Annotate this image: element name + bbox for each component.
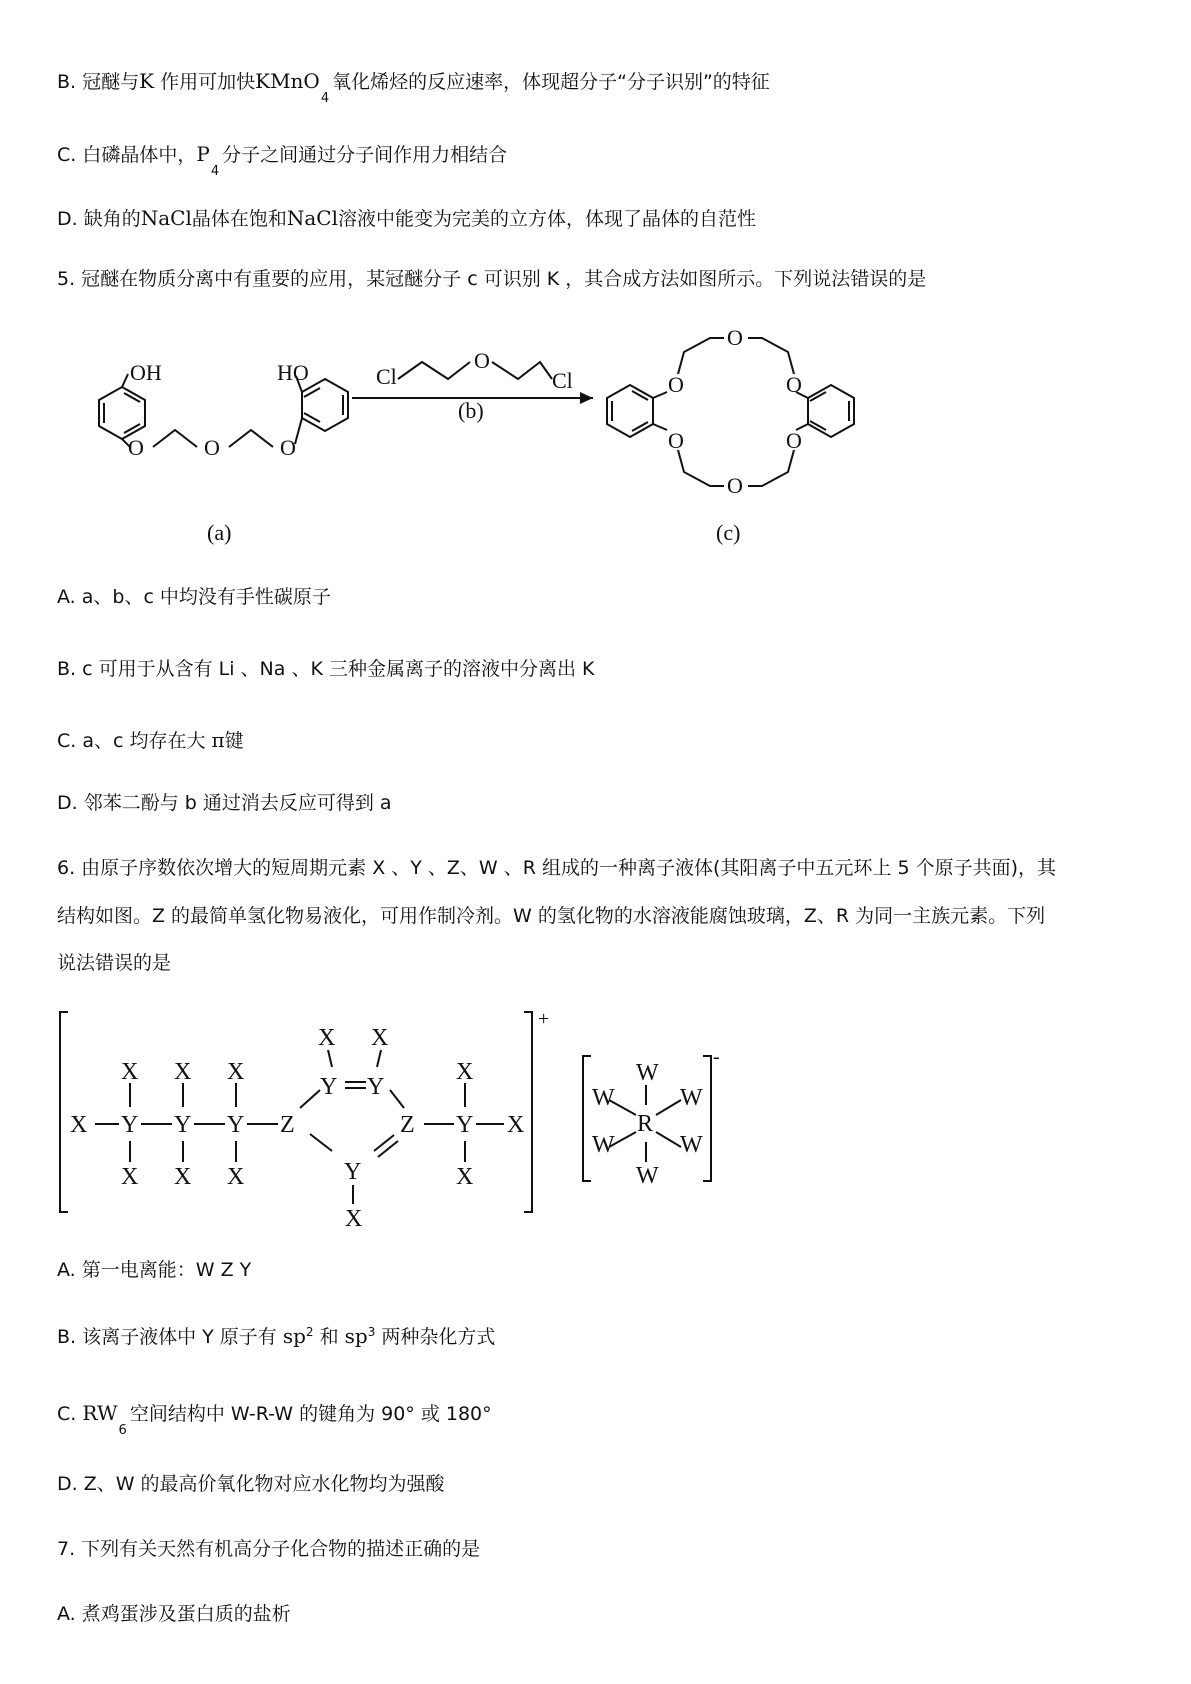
pi-symbol: π <box>211 728 225 752</box>
svg-text:X: X <box>70 1112 88 1138</box>
option-5a: A. a、b、c 中均没有手性碳原子 <box>57 586 331 608</box>
o-label: O <box>280 435 296 460</box>
o-label: O <box>786 372 802 397</box>
svg-text:X: X <box>456 1164 474 1190</box>
svg-text:X: X <box>318 1025 336 1051</box>
option-6d: D. Z、W 的最高价氧化物对应水化物均为强酸 <box>57 1473 445 1495</box>
cation-charge: + <box>538 1008 550 1030</box>
cl-label: Cl <box>376 364 397 389</box>
svg-text:Y: Y <box>174 1112 192 1138</box>
label-c: (c) <box>716 520 741 545</box>
kmno4: KMnO <box>255 69 320 93</box>
option-6a: A. 第一电离能：W Z Y <box>57 1259 252 1281</box>
option-7a: A. 煮鸡蛋涉及蛋白质的盐析 <box>57 1603 291 1625</box>
o-label: O <box>204 435 220 460</box>
svg-text:W: W <box>636 1163 659 1189</box>
option-4b: B. 冠醚与K 作用可加快KMnO$_4$氧化烯烃的反应速率，体现超分子“分子识别”的特征 <box>57 69 770 106</box>
svg-text:Y: Y <box>121 1112 139 1138</box>
svg-text:W: W <box>680 1085 703 1111</box>
question-7-stem: 7. 下列有关天然有机高分子化合物的描述正确的是 <box>57 1538 481 1560</box>
svg-text:Y: Y <box>367 1074 385 1100</box>
o-label: O <box>128 435 144 460</box>
o-label: O <box>727 325 743 350</box>
svg-text:Y: Y <box>227 1112 245 1138</box>
svg-text:W: W <box>636 1060 659 1086</box>
anion-charge: - <box>713 1046 720 1068</box>
svg-text:X: X <box>121 1059 139 1085</box>
p4-formula: P <box>196 142 210 166</box>
svg-text:X: X <box>227 1059 245 1085</box>
svg-text:Y: Y <box>344 1159 362 1185</box>
question-6-stem-line1: 6. 由原子序数依次增大的短周期元素 X 、Y 、Z、W 、R 组成的一种离子液体(其阳离子中五元环上 5 个原子共面)，其 <box>57 857 1056 879</box>
svg-text:X: X <box>227 1164 245 1190</box>
label-b: (b) <box>458 398 484 423</box>
o-label: O <box>786 428 802 453</box>
svg-text:X: X <box>507 1112 525 1138</box>
svg-text:X: X <box>121 1164 139 1190</box>
svg-text:Y: Y <box>456 1112 474 1138</box>
o-label: O <box>668 428 684 453</box>
question-5-stem: 5. 冠醚在物质分离中有重要的应用，某冠醚分子 c 可识别 K ，其合成方法如图所示。下列说法错误的是 <box>57 268 927 290</box>
option-4c: C. 白磷晶体中，$P_4$分子之间通过分子间作用力相结合 <box>57 142 508 179</box>
svg-text:Y: Y <box>320 1074 338 1100</box>
o-label: O <box>727 473 743 498</box>
option-6b: B. 该离子液体中 Y 原子有 $sp^2$ 和 $sp^3$ 两种杂化方式 <box>57 1324 496 1348</box>
svg-text:W: W <box>592 1085 615 1111</box>
svg-text:X: X <box>456 1059 474 1085</box>
option-4d: D. 缺角的NaCl晶体在饱和NaCl溶液中能变为完美的立方体，体现了晶体的自范性 <box>57 206 756 230</box>
option-5d: D. 邻苯二酚与 b 通过消去反应可得到 a <box>57 792 392 814</box>
label-a: (a) <box>207 520 232 545</box>
svg-text:W: W <box>680 1132 703 1158</box>
ho-label: HO <box>277 360 309 385</box>
o-label: O <box>474 348 490 373</box>
oh-label: OH <box>130 360 162 385</box>
svg-text:R: R <box>637 1111 654 1137</box>
k-ion: K <box>139 69 155 93</box>
question-6-stem-line2: 结构如图。Z 的最简单氢化物易液化，可用作制冷剂。W 的氢化物的水溶液能腐蚀玻璃，Z、R 为同一主族元素。下列 <box>57 905 1046 927</box>
o-label: O <box>668 372 684 397</box>
svg-text:X: X <box>345 1206 363 1232</box>
question-6-stem-line3: 说法错误的是 <box>57 952 172 974</box>
svg-text:Z: Z <box>400 1112 415 1138</box>
svg-text:W: W <box>592 1132 615 1158</box>
cl-label: Cl <box>552 368 573 393</box>
svg-text:Z: Z <box>280 1112 295 1138</box>
svg-text:X: X <box>174 1164 192 1190</box>
option-6c: C. $RW_6$空间结构中 W-R-W 的键角为 90° 或 180° <box>57 1401 492 1438</box>
rw6-formula: RW <box>82 1401 118 1425</box>
svg-text:X: X <box>174 1059 192 1085</box>
svg-text:X: X <box>371 1025 389 1051</box>
option-5b: B. c 可用于从含有 Li 、Na 、K 三种金属离子的溶液中分离出 K <box>57 658 595 680</box>
option-5c: C. a、c 均存在大 π键 <box>57 728 244 752</box>
